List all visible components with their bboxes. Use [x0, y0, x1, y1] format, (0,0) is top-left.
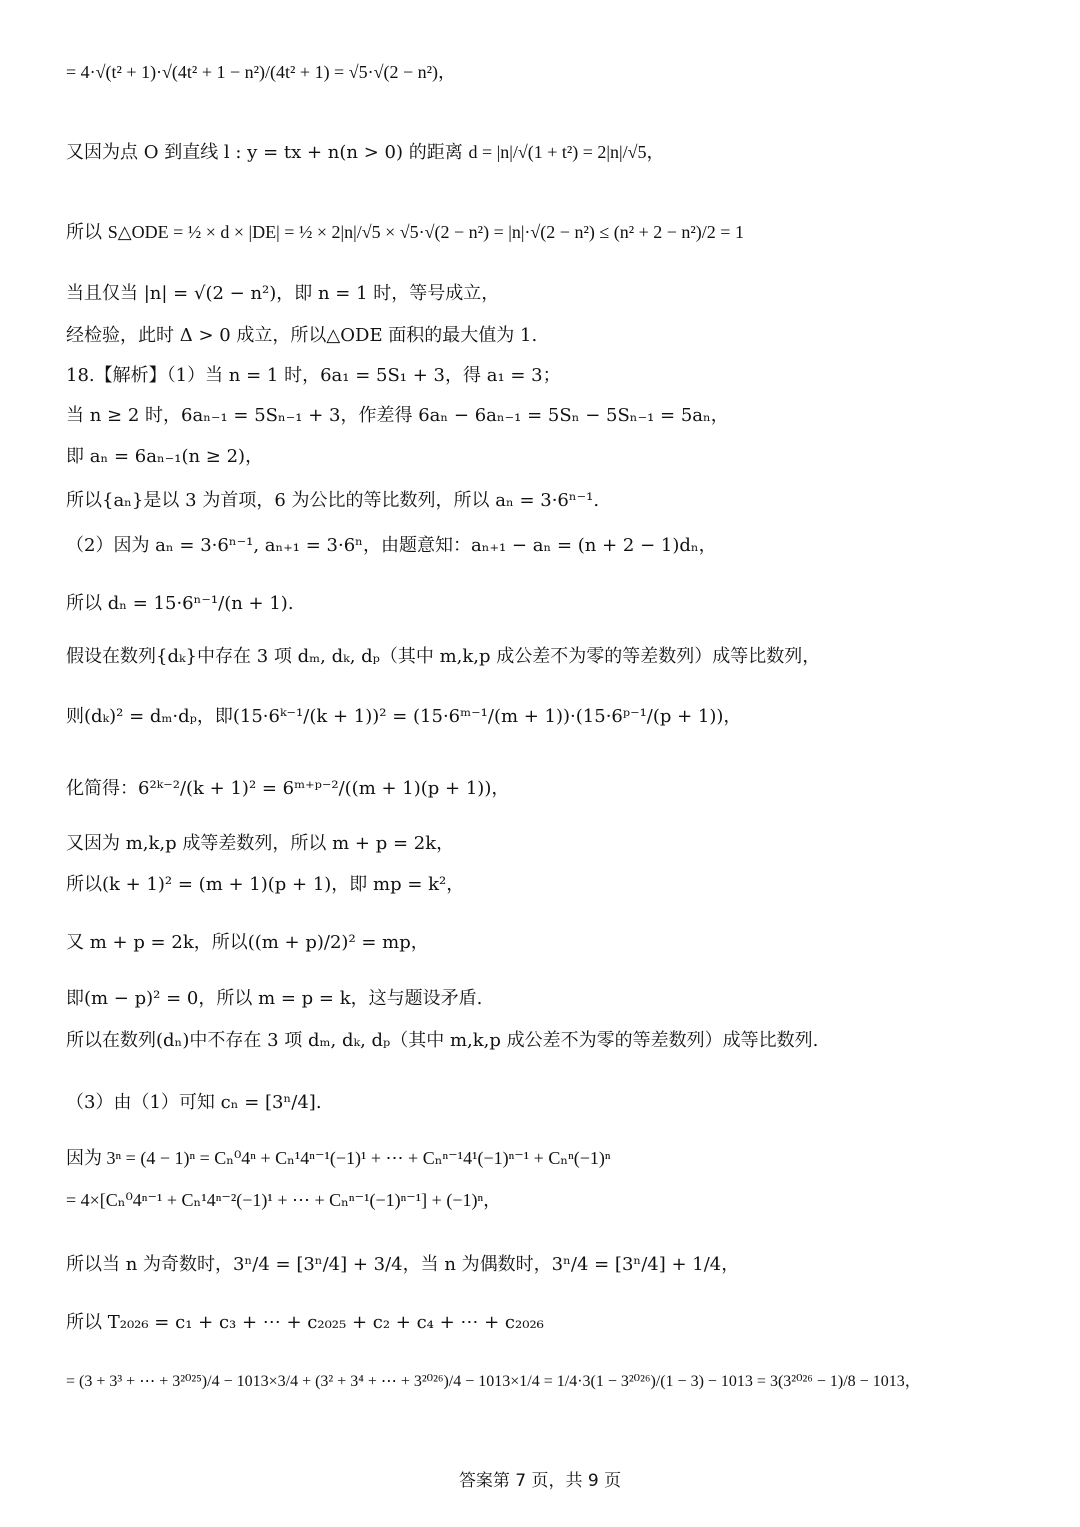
- line-3-formula: S△ODE = ½ × d × |DE| = ½ × 2|n|/√5 × √5·√(2 − n²) = |n|·√(2 − n²) ≤ (n² + 2 − n²)/2 = 1: [107, 222, 744, 242]
- text-line-12: 假设在数列{dₖ}中存在 3 项 dₘ, dₖ, dₚ（其中 m,k,p 成公差不为零的等差数列）成等比数列，: [66, 646, 821, 667]
- text-line-15: 又因为 m,k,p 成等差数列，所以 m + p = 2k，: [66, 833, 455, 854]
- text-line-2: [66, 142, 1040, 164]
- text-line-25: = (3 + 3³ + ⋯ + 3²⁰²⁵)/4 − 1013×3/4 + (3² + 3⁴ + ⋯ + 3²⁰²⁶)/4 − 1013×1/4 = 1/4·3(1 − 3²⁰²⁶)/(1 − 3) − 1013 = 3(3²⁰²⁶ − 1)/8 − 1013，: [66, 1373, 921, 1390]
- text-line-10: （2）因为 aₙ = 3·6ⁿ⁻¹, aₙ₊₁ = 3·6ⁿ，由题意知：aₙ₊₁ − aₙ = (n + 2 − 1)dₙ，: [66, 535, 717, 556]
- section-18-heading: 18.【解析】（1）当 n = 1 时，6a₁ = 5S₁ + 3，得 a₁ = 3；: [66, 365, 561, 386]
- text-line-21: 因为 3ⁿ = (4 − 1)ⁿ = Cₙ⁰4ⁿ + Cₙ¹4ⁿ⁻¹(−1)¹ + ⋯ + Cₙⁿ⁻¹4¹(−1)ⁿ⁻¹ + Cₙⁿ(−1)ⁿ: [66, 1148, 611, 1168]
- text-line-13: 则(dₖ)² = dₘ·dₚ，即(15·6ᵏ⁻¹/(k + 1))² = (15·6ᵐ⁻¹/(m + 1))·(15·6ᵖ⁻¹/(p + 1))，: [66, 706, 742, 727]
- text-line-14: 化简得：6²ᵏ⁻²/(k + 1)² = 6ᵐ⁺ᵖ⁻²/((m + 1)(p + 1))，: [66, 778, 510, 799]
- text-line-23: 所以当 n 为奇数时，3ⁿ/4 = [3ⁿ/4] + 3/4，当 n 为偶数时，3ⁿ/4 = [3ⁿ/4] + 1/4，: [66, 1254, 740, 1275]
- line-3-prefix: 所以: [66, 222, 102, 243]
- text-line-18: 即(m − p)² = 0，所以 m = p = k，这与题设矛盾.: [66, 988, 483, 1009]
- page-footer: 答案第 7 页，共 9 页: [458, 1471, 622, 1491]
- line-2-formula: d = |n|/√(1 + t²) = 2|n|/√5，: [468, 142, 665, 162]
- text-line-7: 当 n ≥ 2 时，6aₙ₋₁ = 5Sₙ₋₁ + 3，作差得 6aₙ − 6aₙ₋₁ = 5Sₙ − 5Sₙ₋₁ = 5aₙ，: [66, 405, 729, 426]
- text-line-24: 所以 T₂₀₂₆ = c₁ + c₃ + ⋯ + c₂₀₂₅ + c₂ + c₄ + ⋯ + c₂₀₂₆: [66, 1312, 544, 1333]
- text-line-20: （3）由（1）可知 cₙ = [3ⁿ/4].: [66, 1092, 322, 1113]
- equation-line-1: = 4·√(t² + 1)·√(4t² + 1 − n²)/(4t² + 1) = √5·√(2 − n²)，: [66, 62, 456, 82]
- line-2-prefix: 又因为点 O 到直线 l : y = tx + n(n > 0) 的距离: [66, 142, 463, 163]
- text-line-3: [66, 222, 1040, 244]
- text-line-16: 所以(k + 1)² = (m + 1)(p + 1)，即 mp = k²，: [66, 874, 465, 895]
- text-line-8: 即 aₙ = 6aₙ₋₁(n ≥ 2)，: [66, 446, 264, 467]
- text-line-5: 经检验，此时 Δ > 0 成立，所以△ODE 面积的最大值为 1.: [66, 325, 538, 346]
- text-line-9: 所以{aₙ}是以 3 为首项，6 为公比的等比数列，所以 aₙ = 3·6ⁿ⁻¹.: [66, 490, 600, 511]
- text-line-17: 又 m + p = 2k，所以((m + p)/2)² = mp，: [66, 932, 429, 953]
- text-line-19: 所以在数列(dₙ)中不存在 3 项 dₘ, dₖ, dₚ（其中 m,k,p 成公差不为零的等差数列）成等比数列.: [66, 1030, 819, 1051]
- text-line-4: 当且仅当 |n| = √(2 − n²)，即 n = 1 时，等号成立，: [66, 283, 500, 304]
- text-line-22: = 4×[Cₙ⁰4ⁿ⁻¹ + Cₙ¹4ⁿ⁻²(−1)¹ + ⋯ + Cₙⁿ⁻¹(−1)ⁿ⁻¹] + (−1)ⁿ，: [66, 1190, 502, 1210]
- text-line-11: 所以 dₙ = 15·6ⁿ⁻¹/(n + 1).: [66, 593, 294, 614]
